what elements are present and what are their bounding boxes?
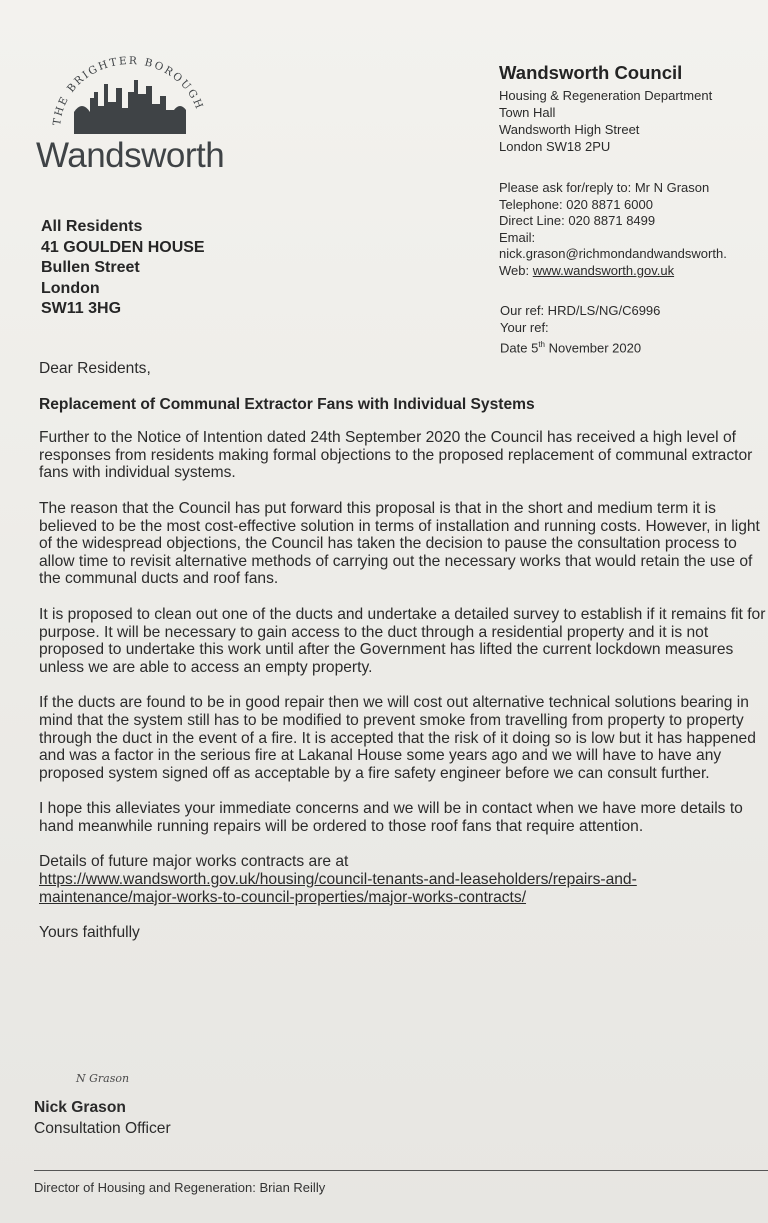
signature-mark: N Grason bbox=[76, 1072, 130, 1085]
contact-web-link[interactable]: www.wandsworth.gov.uk bbox=[532, 262, 675, 278]
contact-direct-line: Direct Line: 020 8871 8499 bbox=[499, 213, 656, 229]
date-day: 5 bbox=[531, 340, 539, 356]
paragraph-4: If the ducts are found to be in good repair then we will cost out alternative technical solutions bearing in mind that the system still has to be modified to prevent smoke from travelling from property to property through the duct in the event of a fire. It is accepted that the risk of it doing so is low but it has happened and was a factor in the serious fire at Lakanal House some years ago and we will have to have any proposed system signed off as acceptable by a fire safety engineer before we can consult further. bbox=[39, 694, 756, 782]
contracts-link[interactable]: https://www.wandsworth.gov.uk/housing/council-tenants-and-leaseholders/repairs-and-maintenance/major-works-to-council-properties/major-works-contracts/ bbox=[39, 871, 637, 906]
paragraph-6 bbox=[39, 853, 767, 906]
council-street: Wandsworth High Street bbox=[499, 122, 640, 137]
recipient-line: 41 GOULDEN HOUSE bbox=[41, 238, 205, 256]
contact-web-label: Web: bbox=[499, 262, 533, 278]
letter-subject: Replacement of Communal Extractor Fans with Individual Systems bbox=[39, 395, 535, 413]
footer-director: Director of Housing and Regeneration: Brian Reilly bbox=[34, 1180, 326, 1195]
skyline-logo-graphic bbox=[30, 38, 230, 148]
recipient-line: All Residents bbox=[41, 218, 143, 235]
paragraph-5: I hope this alleviates your immediate concerns and we will be in contact when we have more details to hand meanwhile running repairs will be ordered to those roof fans that require attention. bbox=[39, 800, 743, 835]
contact-email[interactable]: nick.grason@richmondandwandsworth. bbox=[499, 246, 727, 262]
recipient-line: London bbox=[41, 279, 100, 297]
council-department: Housing & Regeneration Department bbox=[499, 88, 713, 103]
council-city-postcode: London SW18 2PU bbox=[499, 139, 611, 154]
date-label: Date bbox=[500, 340, 532, 356]
contact-telephone: Telephone: 020 8871 6000 bbox=[499, 196, 653, 212]
handwritten-signature bbox=[72, 1066, 162, 1090]
letter-date bbox=[500, 336, 660, 356]
contact-email-label: Email: bbox=[499, 229, 536, 245]
council-name: Wandsworth Council bbox=[499, 62, 683, 83]
paragraph-1: Further to the Notice of Intention dated 24th September 2020 the Council has received a high level of responses from residents making formal objections to the proposed replacement of communal extractor fans with individual systems. bbox=[39, 429, 753, 482]
contact-web bbox=[499, 263, 727, 280]
council-building: Town Hall bbox=[499, 105, 556, 120]
contact-details bbox=[499, 180, 727, 280]
your-ref: Your ref: bbox=[500, 320, 549, 335]
paragraph-3: It is proposed to clean out one of the ducts and undertake a detailed survey to establish if it remains fit for purpose. It will be necessary to gain access to the duct through a residential property and it is not proposed to undertake this work until after the Government has lifted the current lockdown measures unless we are able to access an empty property. bbox=[39, 605, 766, 676]
letter-body bbox=[39, 360, 767, 952]
reference-block bbox=[500, 302, 660, 356]
recipient-line: SW11 3HG bbox=[41, 300, 122, 317]
closing: Yours faithfully bbox=[39, 924, 140, 942]
date-rest: November 2020 bbox=[544, 340, 642, 356]
salutation: Dear Residents, bbox=[39, 360, 151, 377]
our-ref: Our ref: HRD/LS/NG/C6996 bbox=[500, 303, 661, 318]
skyline-icon bbox=[74, 80, 186, 134]
contracts-intro: Details of future major works contracts are at bbox=[39, 853, 349, 871]
council-header bbox=[499, 64, 712, 155]
date-suffix: th bbox=[538, 340, 545, 349]
logo-arc-text: THE BRIGHTER BOROUGH bbox=[51, 54, 206, 127]
footer-divider bbox=[34, 1170, 768, 1171]
signer-name: Nick Grason bbox=[34, 1099, 126, 1116]
signer-block bbox=[34, 1097, 171, 1139]
paragraph-2: The reason that the Council has put forward this proposal is that in the short and medium term it is believed to be the most cost-effective solution in terms of installation and running costs. However, in light of the widespread objections, the Council has taken the decision to pause the consultation process to allow time to revisit alternative methods of carrying out the necessary works that would retain the use of the communal ducts and roof fans. bbox=[39, 499, 760, 588]
signer-title: Consultation Officer bbox=[34, 1120, 171, 1137]
wandsworth-logo bbox=[30, 38, 230, 178]
recipient-address bbox=[41, 217, 205, 320]
contact-ask-for: Please ask for/reply to: Mr N Grason bbox=[499, 180, 710, 195]
recipient-line: Bullen Street bbox=[41, 259, 140, 276]
logo-wordmark: Wandsworth bbox=[36, 136, 225, 175]
